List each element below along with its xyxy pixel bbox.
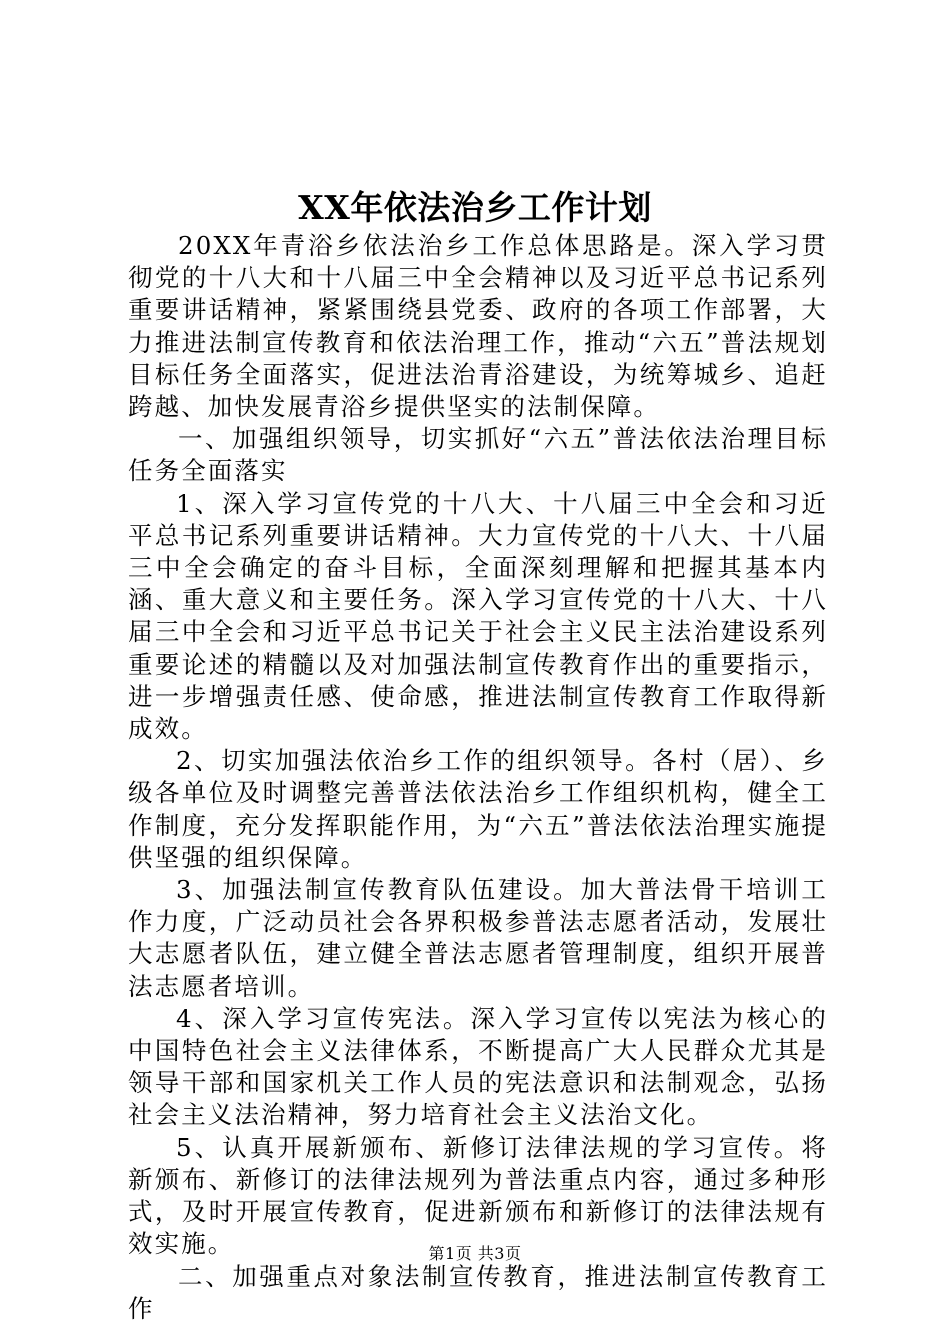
item-paragraph-1: 1、深入学习宣传党的十八大、十八届三中全会和习近平总书记系列重要讲话精神。大力宣传党的十八大、十八届三中全会确定的奋斗目标，全面深刻理解和把握其基本内涵、重大意义和主要任务。深入学习宣传党的十八大、十八届三中全会和习近平总书记关于社会主义民主法治建设系列重要论述的精髓以及对加强法制宣传教育作出的重要指示，进一步增强责任感、使命感，推进法制宣传教育工作取得新成效。: [128, 488, 828, 744]
item-paragraph-5: 5、认真开展新颁布、新修订法律法规的学习宣传。将新颁布、新修订的法律法规列为普法重点内容，通过多种形式，及时开展宣传教育，促进新颁布和新修订的法律法规有效实施。: [128, 1132, 828, 1259]
page-number-footer: 第1页 共3页: [428, 1244, 522, 1263]
item-paragraph-3: 3、加强法制宣传教育队伍建设。加大普法骨干培训工作力度，广泛动员社会各界积极参普法志愿者活动，发展壮大志愿者队伍，建立健全普法志愿者管理制度，组织开展普法志愿者培训。: [128, 875, 828, 1001]
section-heading-1: 一、加强组织领导，切实抓好“六五”普法依法治理目标任务全面落实: [128, 424, 828, 486]
section-heading-2: 二、加强重点对象法制宣传教育，推进法制宣传教育工作: [128, 1261, 828, 1323]
item-paragraph-4: 4、深入学习宣传宪法。深入学习宣传以宪法为核心的中国特色社会主义法律体系，不断提高广大人民群众尤其是领导干部和国家机关工作人员的宪法意识和法制观念，弘扬社会主义法治精神，努力培育社会主义法治文化。: [128, 1003, 828, 1130]
item-paragraph-2: 2、切实加强法依治乡工作的组织领导。各村（居）、乡级各单位及时调整完善普法依法治乡工作组织机构，健全工作制度，充分发挥职能作用，为“六五”普法依法治理实施提供坚强的组织保障。: [128, 746, 828, 872]
document-title: XX年依法治乡工作计划: [298, 188, 652, 227]
document-body: [128, 230, 828, 1325]
intro-paragraph: 20XX年青浴乡依法治乡工作总体思路是。深入学习贯彻党的十八大和十八届三中全会精神以及习近平总书记系列重要讲话精神，紧紧围绕县党委、政府的各项工作部署，大力推进法制宣传教育和依法治理工作，推动“六五”普法规划目标任务全面落实，促进法治青浴建设，为统筹城乡、追赶跨越、加快发展青浴乡提供坚实的法制保障。: [128, 231, 828, 422]
